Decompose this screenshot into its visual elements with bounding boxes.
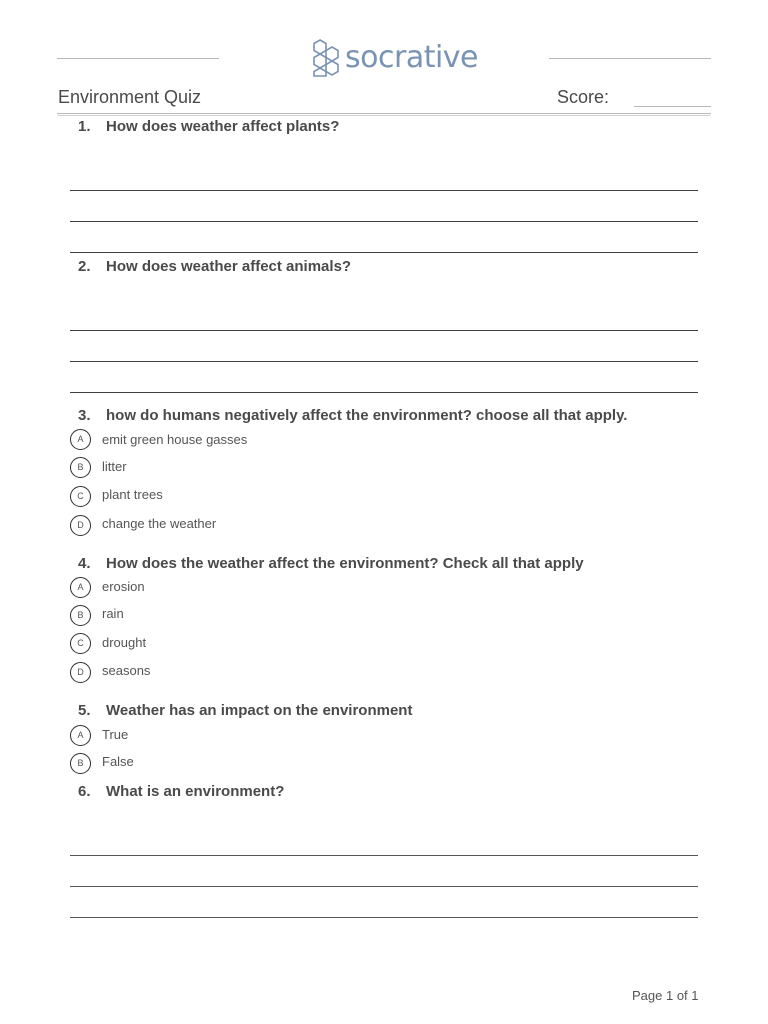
question-3 bbox=[78, 407, 627, 424]
question-6 bbox=[78, 783, 284, 800]
header-rule-right bbox=[549, 58, 711, 59]
question-text: How does weather affect plants? bbox=[106, 118, 340, 135]
question-number: 2. bbox=[78, 258, 91, 275]
option-bubble[interactable]: A bbox=[70, 577, 91, 598]
option-label: seasons bbox=[102, 663, 151, 678]
option-bubble[interactable]: B bbox=[70, 457, 91, 478]
option-bubble[interactable]: D bbox=[70, 662, 91, 683]
option-label: litter bbox=[102, 459, 127, 474]
question-text: How does weather affect animals? bbox=[106, 258, 352, 275]
question-text: How does the weather affect the environment? Check all that apply bbox=[106, 555, 584, 572]
option-bubble[interactable]: C bbox=[70, 633, 91, 654]
question-2 bbox=[78, 258, 351, 275]
answer-line[interactable] bbox=[70, 221, 698, 222]
option-label: erosion bbox=[102, 579, 145, 594]
option-label: False bbox=[102, 754, 134, 769]
question-number: 5. bbox=[78, 702, 91, 719]
option-bubble[interactable]: B bbox=[70, 753, 91, 774]
question-4 bbox=[78, 555, 584, 572]
answer-line[interactable] bbox=[70, 886, 698, 887]
option-label: emit green house gasses bbox=[102, 432, 248, 447]
answer-line[interactable] bbox=[70, 917, 698, 918]
answer-line[interactable] bbox=[70, 361, 698, 362]
option-label: True bbox=[102, 727, 129, 742]
option-bubble[interactable]: C bbox=[70, 486, 91, 507]
option-bubble[interactable]: D bbox=[70, 515, 91, 536]
question-number: 3. bbox=[78, 407, 91, 424]
title-rule-2 bbox=[57, 115, 711, 116]
option-label: change the weather bbox=[102, 516, 217, 531]
option-bubble[interactable]: A bbox=[70, 429, 91, 450]
question-number: 6. bbox=[78, 783, 91, 800]
answer-line[interactable] bbox=[70, 855, 698, 856]
answer-line[interactable] bbox=[70, 392, 698, 393]
header-rule-left bbox=[57, 58, 219, 59]
score-field-line bbox=[634, 106, 711, 107]
hexagon-logo-icon bbox=[309, 38, 343, 78]
question-number: 1. bbox=[78, 118, 91, 135]
question-text: Weather has an impact on the environment bbox=[106, 702, 413, 719]
socrative-logo bbox=[309, 38, 478, 78]
score-label: Score: bbox=[557, 87, 610, 107]
question-1 bbox=[78, 118, 339, 135]
option-bubble[interactable]: B bbox=[70, 605, 91, 626]
quiz-title: Environment Quiz bbox=[58, 87, 202, 107]
question-text: how do humans negatively affect the environment? choose all that apply. bbox=[106, 407, 628, 424]
option-label: rain bbox=[102, 606, 124, 621]
page-number: Page 1 of 1 bbox=[632, 988, 699, 1003]
title-rule bbox=[57, 113, 711, 114]
option-label: plant trees bbox=[102, 487, 163, 502]
answer-line[interactable] bbox=[70, 252, 698, 253]
answer-line[interactable] bbox=[70, 190, 698, 191]
question-text: What is an environment? bbox=[106, 783, 285, 800]
question-number: 4. bbox=[78, 555, 91, 572]
brand-name: socrative bbox=[345, 40, 479, 75]
answer-line[interactable] bbox=[70, 330, 698, 331]
option-bubble[interactable]: A bbox=[70, 725, 91, 746]
question-5 bbox=[78, 702, 412, 719]
option-label: drought bbox=[102, 635, 147, 650]
